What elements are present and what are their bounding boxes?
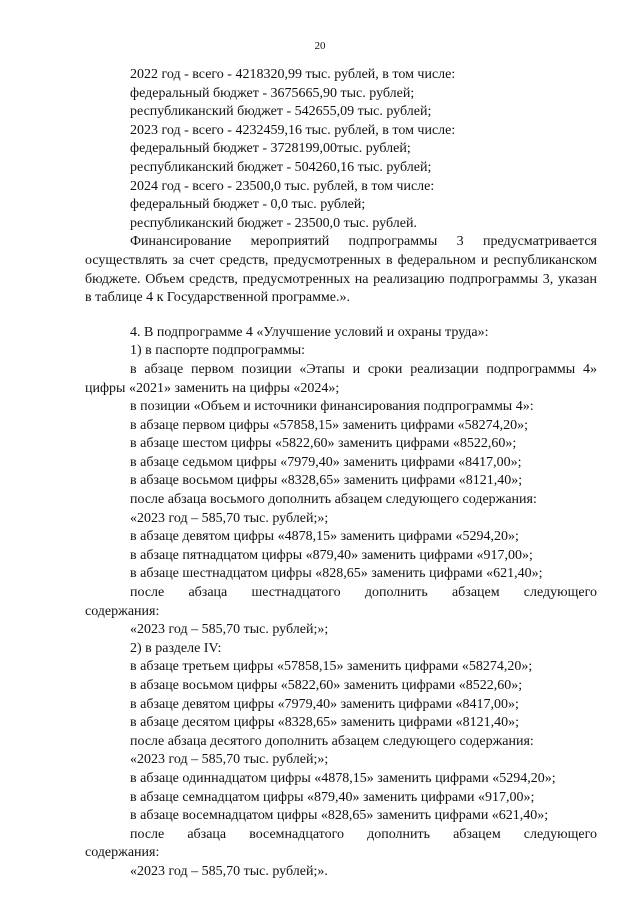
amendment-line: в абзаце девятом цифры «4878,15» заменить цифрами «5294,20»; xyxy=(130,529,519,545)
amendment-line: «2023 год – 585,70 тыс. рублей;»; xyxy=(130,510,329,526)
funding-line: федеральный бюджет - 0,0 тыс. рублей; xyxy=(130,197,366,213)
financing-paragraph: Финансирование мероприятий подпрограммы 3 предусматривается осуществлять за счет средств, предусмотренных в федеральном и республиканском бюджете. Объем средств, предусмотренных на реализацию подпрограммы 3, указан в таблице 4 к Государственной программе.». xyxy=(85,234,597,306)
amendment-insert: «2023 год – 585,70 тыс. рублей;»; xyxy=(130,622,329,638)
stages-line: в абзаце первом позиции «Этапы и сроки реализации подпрограммы 4» xyxy=(130,361,597,377)
amendment-line: в абзаце одиннадцатом цифры «4878,15» заменить цифрами «5294,20»; xyxy=(130,770,556,786)
amendment-line: в абзаце пятнадцатом цифры «879,40» заменить цифрами «917,00»; xyxy=(130,547,533,563)
document-body xyxy=(85,66,597,882)
amendment-after-line-continued: содержания: xyxy=(85,845,160,861)
section-iv-heading: 2) в разделе IV: xyxy=(130,640,222,656)
amendment-line: в абзаце восемнадцатом цифры «828,65» заменить цифрами «621,40»; xyxy=(130,808,549,824)
funding-line: республиканский бюджет - 23500,0 тыс. рублей. xyxy=(130,215,417,231)
amendment-line: в абзаце десятом цифры «8328,65» заменить цифрами «8121,40»; xyxy=(130,715,520,731)
volume-line: в позиции «Объем и источники финансирования подпрограммы 4»: xyxy=(130,399,534,415)
funding-line: 2024 год - всего - 23500,0 тыс. рублей, в том числе: xyxy=(130,178,435,194)
stages-line-continued: цифры «2021» заменить на цифры «2024»; xyxy=(85,380,340,396)
amendment-line: в абзаце девятом цифры «7979,40» заменить цифрами «8417,00»; xyxy=(130,696,519,712)
amendment-line: в абзаце восьмом цифры «5822,60» заменить цифрами «8522,60»; xyxy=(130,678,523,693)
funding-line: 2023 год - всего - 4232459,16 тыс. рублей, в том числе: xyxy=(130,122,456,138)
amendment-after-line: после абзаца восемнадцатого дополнить абзацем следующего xyxy=(130,826,597,842)
amendment-line: в абзаце третьем цифры «57858,15» заменить цифрами «58274,20»; xyxy=(130,659,533,675)
funding-line: республиканский бюджет - 504260,16 тыс. рублей; xyxy=(130,159,432,175)
amendment-after-line: после абзаца шестнадцатого дополнить абзацем следующего xyxy=(130,585,597,601)
amendment-after-line-continued: содержания: xyxy=(85,603,160,619)
page-number: 20 xyxy=(314,40,326,52)
funding-line: федеральный бюджет - 3728199,00тыс. рублей; xyxy=(130,141,411,157)
paragraph-gap xyxy=(85,308,597,324)
amendment-insert: «2023 год – 585,70 тыс. рублей;». xyxy=(130,863,328,879)
funding-line: республиканский бюджет - 542655,09 тыс. рублей; xyxy=(130,104,432,120)
section-heading: 4. В подпрограмме 4 «Улучшение условий и охраны труда»: xyxy=(130,324,489,340)
amendment-line: в абзаце восьмом цифры «8328,65» заменить цифрами «8121,40»; xyxy=(130,473,523,489)
amendment-line: после абзаца десятого дополнить абзацем следующего содержания: xyxy=(130,733,534,749)
amendment-line: после абзаца восьмого дополнить абзацем следующего содержания: xyxy=(130,492,537,508)
passport-heading: 1) в паспорте подпрограммы: xyxy=(130,343,306,359)
funding-line: 2022 год - всего - 4218320,99 тыс. рублей, в том числе: xyxy=(130,67,456,82)
amendment-line: в абзаце шестом цифры «5822,60» заменить цифрами «8522,60»; xyxy=(130,436,517,452)
funding-line: федеральный бюджет - 3675665,90 тыс. рублей; xyxy=(130,85,415,101)
amendment-line: «2023 год – 585,70 тыс. рублей;»; xyxy=(130,752,329,768)
amendment-line: в абзаце первом цифры «57858,15» заменить цифрами «58274,20»; xyxy=(130,417,528,433)
amendment-line: в абзаце шестнадцатом цифры «828,65» заменить цифрами «621,40»; xyxy=(130,566,543,582)
amendment-line: в абзаце семнадцатом цифры «879,40» заменить цифрами «917,00»; xyxy=(130,789,535,805)
amendment-line: в абзаце седьмом цифры «7979,40» заменить цифрами «8417,00»; xyxy=(130,454,522,470)
